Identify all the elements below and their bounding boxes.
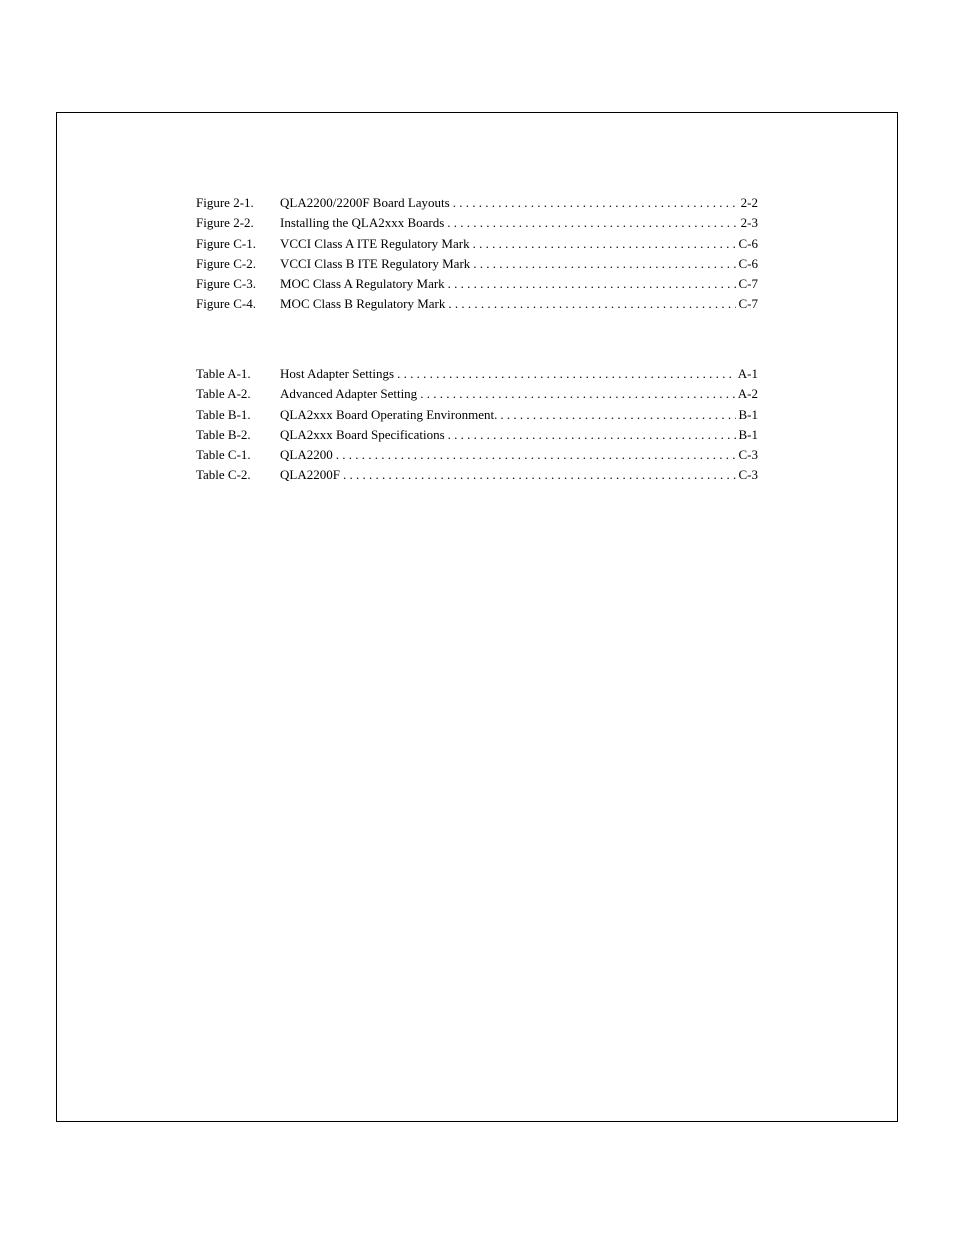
dot-leader — [448, 294, 735, 314]
entry-title: Host Adapter Settings — [280, 366, 395, 381]
entry-page-number: B-1 — [738, 426, 758, 442]
entry-page-number: A-2 — [737, 386, 758, 402]
entry-label: Figure 2-2. — [196, 215, 254, 231]
toc-entry[interactable] — [196, 234, 758, 254]
dot-leader — [336, 445, 736, 465]
dot-leader — [447, 213, 737, 233]
entry-label: Table C-1. — [196, 447, 251, 463]
entry-label: Figure 2-1. — [196, 195, 254, 210]
toc-entry[interactable] — [196, 254, 758, 274]
toc-entry[interactable] — [196, 274, 758, 294]
entry-label: Table B-1. — [196, 406, 251, 422]
toc-entry[interactable] — [196, 294, 758, 314]
entry-label: Table A-1. — [196, 366, 251, 381]
toc-entry[interactable] — [196, 425, 758, 445]
entry-label: Figure C-4. — [196, 296, 256, 312]
dot-leader — [448, 425, 736, 445]
dot-leader — [448, 274, 736, 294]
entry-label: Table B-2. — [196, 426, 251, 442]
entry-page-number: C-6 — [738, 235, 758, 251]
dot-leader — [473, 234, 736, 254]
dot-leader — [397, 364, 735, 384]
entry-title: QLA2200 — [280, 447, 333, 463]
toc-entry[interactable] — [196, 213, 758, 233]
entry-title: Advanced Adapter Setting — [280, 386, 418, 402]
toc-entry[interactable] — [196, 364, 758, 384]
toc-entry[interactable] — [196, 445, 758, 465]
entry-title: MOC Class A Regulatory Mark — [280, 276, 445, 292]
entry-page-number: C-7 — [738, 296, 758, 312]
entry-title: QLA2200/2200F Board Layouts — [280, 195, 450, 210]
entry-page-number: C-6 — [738, 255, 758, 271]
entry-title: QLA2xxx Board Operating Environment. — [280, 406, 498, 422]
entry-page-number: 2-3 — [740, 215, 758, 231]
toc-entry[interactable] — [196, 193, 758, 213]
entry-page-number: A-1 — [737, 366, 758, 381]
entry-title: VCCI Class B ITE Regulatory Mark — [280, 255, 471, 271]
entry-title: QLA2200F — [280, 467, 340, 483]
entry-label: Table C-2. — [196, 467, 251, 483]
list-of-figures — [196, 193, 758, 315]
entry-title: Installing the QLA2xxx Boards — [280, 215, 445, 231]
entry-title: MOC Class B Regulatory Mark — [280, 296, 446, 312]
entry-label: Figure C-3. — [196, 276, 256, 292]
entry-page-number: C-3 — [738, 467, 758, 483]
dot-leader — [473, 254, 735, 274]
entry-title: QLA2xxx Board Specifications — [280, 426, 445, 442]
dot-leader — [420, 384, 735, 404]
entry-page-number: C-3 — [738, 447, 758, 463]
toc-entry[interactable] — [196, 405, 758, 425]
dot-leader — [453, 193, 738, 213]
entry-page-number: 2-2 — [740, 195, 758, 210]
dot-leader — [343, 465, 736, 485]
entry-title: VCCI Class A ITE Regulatory Mark — [280, 235, 470, 251]
dot-leader — [500, 405, 735, 425]
entry-label: Figure C-2. — [196, 255, 256, 271]
entry-label: Figure C-1. — [196, 235, 256, 251]
toc-entry[interactable] — [196, 465, 758, 485]
entry-page-number: B-1 — [738, 406, 758, 422]
entry-label: Table A-2. — [196, 386, 251, 402]
toc-entry[interactable] — [196, 384, 758, 404]
entry-page-number: C-7 — [738, 276, 758, 292]
list-of-tables — [196, 364, 758, 486]
